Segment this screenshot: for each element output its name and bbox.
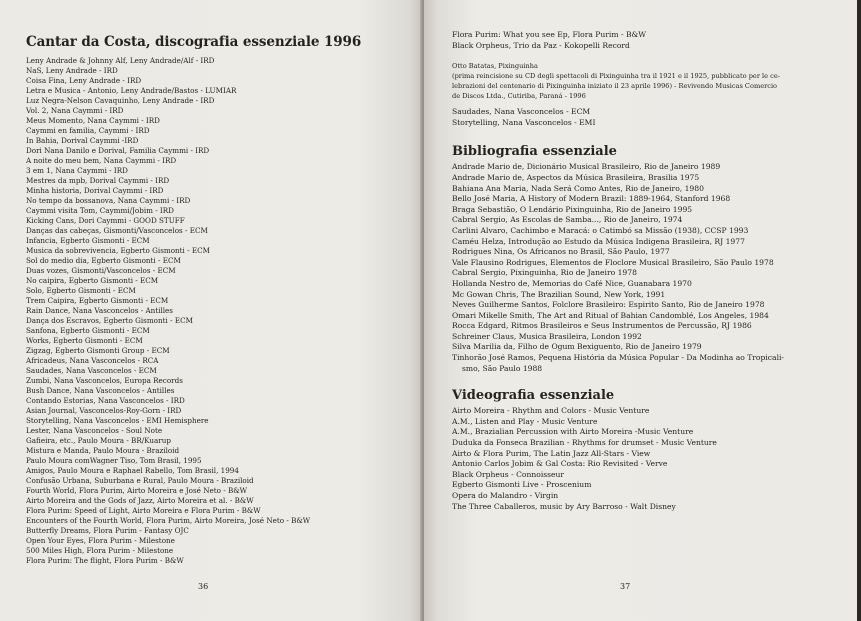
list-item: Rocca Edgard, Ritmos Brasileiros e Seus Instrumentos de Percussão, RJ 1986 [452,321,752,331]
list-item: Carlini Alvaro, Cachimbo e Maracá: o Catimbó sa Missão (1938), CCSP 1993 [452,225,749,235]
list-item: Saudades, Nana Vasconcelos - ECM [26,366,157,375]
list-item: Cabral Sergio, As Escolas de Samba..., Rio de Janeiro, 1974 [452,215,683,225]
list-item: Africadeus, Nana Vasconcelos - RCA [26,356,159,365]
list-item: Coisa Fina, Leny Andrade - IRD [26,76,142,85]
list-item: Mestres da mpb, Dorival Caymmi - IRD [26,176,170,185]
list-item: Solo, Egberto Gismonti - ECM [26,286,136,295]
list-item: Andrade Mario de, Aspectos da Música Brasileira, Brasilia 1975 [452,172,700,182]
list-item: Saudades, Nana Vasconcelos - ECM [452,107,591,117]
list-item: Zumbi, Nana Vasconcelos, Europa Records [26,376,183,385]
list-item: Encounters of the Fourth World, Flora Purim, Airto Moreira, José Neto - B&W [26,516,311,525]
otto-batatas-entry [452,61,847,101]
list-item: Gafieira, etc., Paulo Moura - BR/Kuarup [26,436,171,445]
list-item: Dori Nana Danilo e Dorival, Familia Caymmi - IRD [26,146,210,155]
page-number: 36 [198,582,209,591]
list-item: Airto Moreira and the Gods of Jazz, Airto Moreira et al. - B&W [26,496,254,505]
list-item: Opera do Malandro - Virgin [452,491,559,500]
list-item: Infancia, Egberto Gismonti - ECM [26,236,150,245]
list-item: Letra e Musica - Antonio, Leny Andrade/Bastos - LUMIAR [26,86,237,95]
list-item: Caymmi en familia, Caymmi - IRD [26,126,150,135]
list-item: NaS, Leny Andrade - IRD [26,66,118,75]
list-item: Flora Purim: Speed of Light, Airto Moreira e Flora Purim - B&W [26,506,261,515]
list-item: Meus Momento, Nana Caymmi - IRD [26,116,160,125]
videography-title: Videografia essenziale [452,388,615,404]
list-item: Duduka da Fonseca Brazilian - Rhythms for drumset - Music Venture [452,438,717,448]
list-item: Braga Sebastião, O Lendário Pixinguinha, Rio de Janeiro 1995 [452,204,693,214]
list-item: Fourth World, Flora Purim, Airto Moreira e José Neto - B&W [26,486,248,495]
list-item: Danças das cabeças, Gismonti/Vasconcelos - ECM [26,226,208,235]
list-item: Black Orpheus, Trio da Paz - Kokopelli Record [452,40,630,50]
list-item: 3 em 1, Nana Caymmi - IRD [26,166,128,175]
list-item: (prima reincisione su CD degli spettacoli di Pixinguinha tra il 1921 e il 1925, pubblicato per le ce- [452,72,780,81]
list-item: Contando Estorias, Nana Vasconcelos - IRD [26,396,185,405]
list-item: Egberto Gismonti Live - Proscenium [452,480,592,490]
list-item: Bush Dance, Nana Vasconcelos - Antilles [26,386,175,395]
list-item: Vale Flausino Rodrigues, Elementos de Floclore Musical Brasileiro, São Paulo 1978 [452,257,774,267]
list-item: Neves Guilherme Santos, Folclore Brasileiro: Espirito Santo, Rio de Janeiro 1978 [452,300,765,310]
list-item: Sanfona, Egberto Gismonti - ECM [26,326,150,335]
list-item: No caipira, Egberto Gismonti - ECM [26,276,159,285]
list-item: Luz Negra-Nelson Cavaquinho, Leny Andrade - IRD [26,96,215,105]
list-item: Bahiana Ana Maria, Nada Será Como Antes, Rio de Janeiro, 1980 [452,183,704,193]
list-item: Duas vozes, Gismonti/Vasconcelos - ECM [26,266,176,275]
list-item: Dança dos Escravos, Egberto Gismonti - ECM [26,316,193,325]
list-item: Rodrigues Nina, Os Africanos no Brasil, São Paulo, 1977 [452,247,670,257]
list-item: Confusão Urbana, Suburbana e Rural, Paulo Moura - Braziloid [26,476,254,485]
list-item: de Discos Ltda., Cutiriba, Paraná - 1996 [452,92,586,101]
list-item: Trem Caipira, Egberto Gismonti - ECM [26,296,169,305]
list-item: Flora Purim: What you see Ep, Flora Purim - B&W [452,30,647,39]
list-item: Butterfly Dreams, Flora Purim - Fantasy OJC [26,526,189,535]
list-item: Mc Gowan Chris, The Brazilian Sound, New York, 1991 [452,289,666,299]
videography-list [452,406,847,512]
list-item: A.M., Listen and Play - Music Venture [452,416,598,426]
list-item: Silva Marilia da, Filho de Ogum Bexiguento, Rio de Janeiro 1979 [452,342,702,352]
list-item: Bello José Maria, A History of Modern Brazil: 1889-1964, Stanford 1968 [452,194,731,204]
list-item: Zigzag, Egberto Gismonti Group - ECM [26,346,170,355]
list-item: Airto & Flora Purim, The Latin Jazz All-Stars - View [452,448,651,458]
list-item: Sol do medio dia, Egberto Gismonti - ECM [26,256,181,265]
page-edge-shadow [857,0,861,621]
list-item: Amigos, Paulo Moura e Raphael Rabello, Tom Brasil, 1994 [26,466,239,475]
discography-continued-list [452,30,847,51]
bibliography-list [452,162,847,374]
list-item: The Three Caballeros, music by Ary Barroso - Walt Disney [452,501,676,511]
list-item: Airto Moreira - Rhythm and Colors - Music Venture [452,406,650,416]
list-item: Antonio Carlos Jobim & Gal Costa: Rio Revisited - Verve [452,459,668,469]
page-number: 37 [620,582,631,591]
list-item: A.M., Brazialian Percussion with Airto Moreira -Music Venture [452,427,694,437]
list-item: Schreiner Claus, Musica Brasileira, London 1992 [452,331,642,341]
discography-tail-list [452,107,847,128]
list-item: Minha historia, Dorival Caymmi - IRD [26,186,164,195]
list-item: 500 Miles High, Flora Purim - Milestone [26,546,174,555]
list-item: Kicking Cans, Dori Caymmi - GOOD STUFF [26,216,185,225]
list-item: Flora Purim: The flight, Flora Purim - B&W [26,556,184,565]
list-item: No tempo da bossanova, Nana Caymmi - IRD [26,196,191,205]
list-item: Lester, Nana Vasconcelos - Soul Note [26,426,163,435]
list-item: Asian Journal, Vasconcelos-Roy-Gorn - IRD [26,406,182,415]
list-item: In Bahia, Dorival Caymmi -IRD [26,136,139,145]
list-item: Open Your Eyes, Flora Purim - Milestone [26,536,175,545]
list-item: smo, São Paulo 1988 [462,363,543,373]
list-item: Musica da sobrevivencia, Egberto Gismonti - ECM [26,246,210,255]
list-item: Omari Mikelle Smith, The Art and Ritual of Bahian Candomblé, Los Angeles, 1984 [452,310,769,320]
list-item: Hollanda Nestro de, Memorias do Café Nice, Guanabara 1970 [452,278,692,288]
discography-title: Cantar da Costa, discografia essenziale 1996 [26,34,362,50]
list-item: Storytelling, Nana Vasconcelos - EMI [452,117,596,127]
list-item: Tinhorão José Ramos, Pequena História da Música Popular - Da Modinha ao Tropicali- [452,353,784,363]
list-item: Andrade Mario de, Dicionário Musical Brasileiro, Rio de Janeiro 1989 [452,162,721,172]
list-item: Caméu Helza, Introdução ao Estudo da Música Indigena Brasileira, RJ 1977 [452,236,745,246]
list-item: Leny Andrade & Johnny Alf, Leny Andrade/Alf - IRD [26,56,215,65]
list-item: Storytelling, Nana Vasconcelos - EMI Hemisphere [26,416,209,425]
list-item: Vol. 2, Nana Caymmi - IRD [26,106,124,115]
list-item: Otto Batatas, Pixinguinha [452,62,538,71]
list-item: A noite do meu bem, Nana Caymmi - IRD [26,156,177,165]
list-item: Works, Egberto Gismonti - ECM [26,336,143,345]
list-item: Rain Dance, Nana Vasconcelos - Antilles [26,306,173,315]
list-item: Cabral Sergio, Pixinguinha, Rio de Janeiro 1978 [452,268,637,278]
right-page [424,0,857,621]
list-item: Mistura e Manda, Paulo Moura - Braziloid [26,446,180,455]
left-page [0,0,422,621]
list-item: Paulo Moura comWagner Tiso, Tom Brasil, 1995 [26,456,202,465]
list-item: Black Orpheus - Connoisseur [452,469,565,479]
bibliography-title: Bibliografia essenziale [452,144,617,160]
discography-list [26,56,406,566]
list-item: Caymmi visita Tom, Caymmi/Jobim - IRD [26,206,174,215]
list-item: lebrazioni del centenario di Pixinguinha iniziato il 23 aprile 1996) - Revivendo Musicas Comercio [452,82,778,91]
